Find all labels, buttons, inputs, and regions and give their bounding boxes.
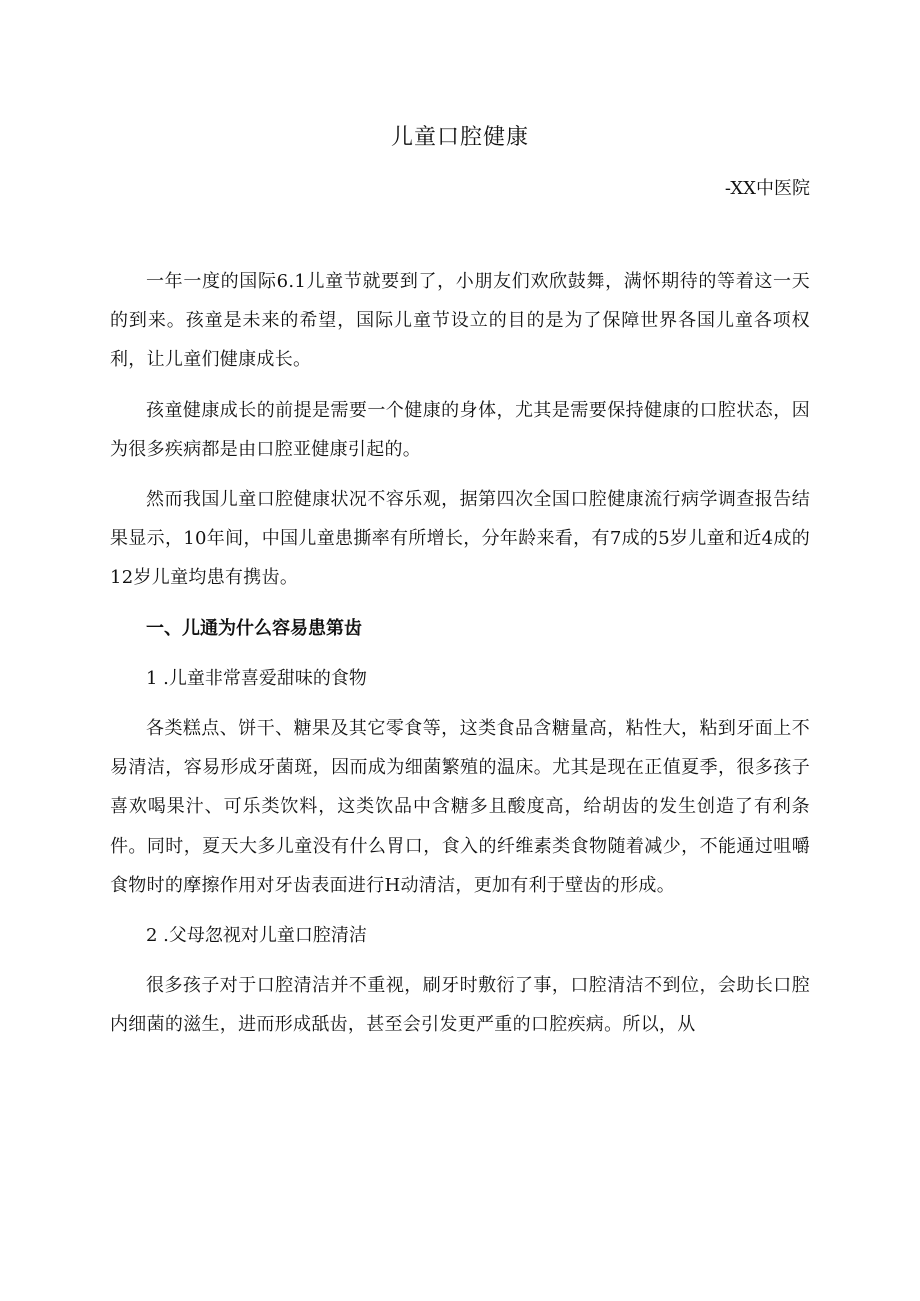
author-line: -XX中医院	[724, 178, 810, 199]
document-body	[110, 262, 810, 1056]
subsection-title-1: 1 .儿童非常喜爱甜味的食物	[146, 667, 367, 689]
paragraph-health-premise: 孩童健康成长的前提是需要一个健康的身体，尤其是需要保持健康的口腔状态，因为很多疾病都是由口腔亚健康引起的。	[110, 399, 810, 460]
subsection-title-2: 2 .父母忽视对儿童口腔清洁	[146, 925, 367, 947]
section-heading: 一、儿通为什么容易患第齿	[146, 617, 362, 639]
subsection-text-2: 很多孩子对于口腔清洁并不重视，刷牙时敷衍了事，口腔清洁不到位，会助长口腔内细菌的滋生，进而形成舐齿，甚至会引发更严重的口腔疾病。所以，从	[110, 975, 810, 1036]
paragraph-survey: 然而我国儿童口腔健康状况不容乐观，据第四次全国口腔健康流行病学调查报告结果显示，10年间，中国儿童患撕率有所增长，分年龄来看，有7成的5岁儿童和近4成的12岁儿童均患有携齿。	[110, 489, 810, 589]
subsection-text-1: 各类糕点、饼干、糖果及其它零食等，这类食品含糖量高，粘性大，粘到牙面上不易清洁，容易形成牙菌斑，因而成为细菌繁殖的温床。尤其是现在正值夏季，很多孩子喜欢喝果汁、可乐类饮料，这类饮品中含糖多且酸度高，给胡齿的发生创造了有利条件。同时，夏天大多儿童没有什么胃口，食入的纤维素类食物随着减少，不能通过咀嚼食物时的摩擦作用对牙齿表面进行H动清洁，更加有利于壁齿的形成。	[110, 718, 810, 896]
page-title: 儿童口腔健康	[390, 125, 529, 150]
paragraph-intro: 一年一度的国际6.1儿童节就要到了，小朋友们欢欣鼓舞，满怀期待的等着这一天的到来。孩童是未来的希望，国际儿童节设立的目的是为了保障世界各国儿童各项权利，让儿童们健康成长。	[110, 271, 810, 371]
